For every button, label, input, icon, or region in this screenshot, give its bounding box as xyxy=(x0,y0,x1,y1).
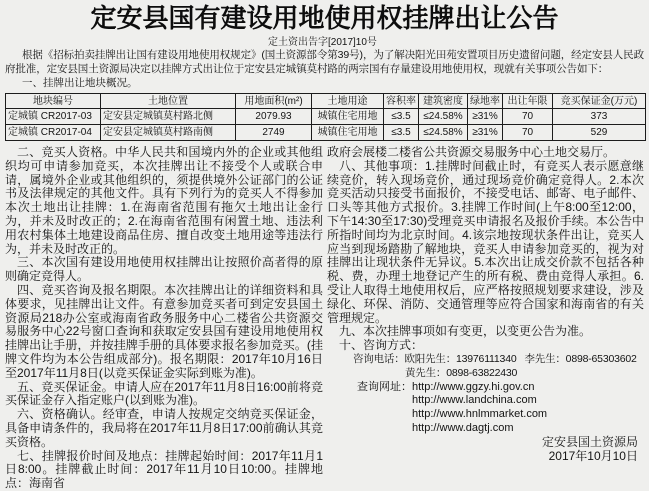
phone-contact: 李先生：0898-65303602 xyxy=(524,352,637,365)
table-row xyxy=(6,125,646,141)
table-cell: 定安县定城镇莫村路北侧 xyxy=(101,109,236,125)
intro-paragraph: 根据《招标拍卖挂牌出让国有建设用地使用权规定》(国土资源部令第39号)，为了解决阳光田苑安置项目历史遗留问题，经定安县人民政府批准，定安县国土资源局决定以挂牌方式出让位于定安县定城镇莫村路的两宗国有存量建设用地使用权，现就有关事项公告如下： xyxy=(5,49,644,75)
announcement-title: 定安县国有建设用地使用权挂牌出让公告 xyxy=(90,3,559,33)
right-column xyxy=(327,146,644,463)
section-8-paragraph: 八、其他事项：1.挂牌时间截止时，有竞买人表示愿意继续竞价，转入现场竞价，通过现场竞价确定竞得人。2.本次竞买活动只接受书面报价，不接受电话、邮寄、电子邮件、口头等其他方式报价。3.挂牌工作时间(上午8:00至12:00，下午14:30至17:30)受理竞买申请报名及报价手续。本公告中所指时间均为北京时间。4.该宗地按现状条件出让，竞买人应当到现场踏勘了解地块，竞买人申请参加竞买的，视为对挂牌出让现状条件无异议。5.本次出让成交价款不包括各种税、费，办理土地登记产生的所有税、费由竞得人承担。6.受让人取得土地使用权后，应严格按照规划要求建设，涉及绿化、环保、消防、交通管理等应符合国家和海南省的有关管理规定。 xyxy=(327,158,644,325)
table-cell: ≤24.58% xyxy=(419,125,468,141)
table-header-cell: 建筑密度 xyxy=(419,94,468,109)
section-7-paragraph: 七、挂牌报价时间及地点：挂牌起始时间：2017年11月1日8:00。挂牌截止时间：2017年11月10日10:00。挂牌地点：海南省 xyxy=(5,448,323,491)
table-header-cell: 土地位置 xyxy=(101,94,236,109)
section-4-paragraph: 四、竞买咨询及报名期限。本次挂牌出让的详细资料和具体要求，见挂牌出让文件。有意参加竞买者可到定安县国土资源局218办公室或海南省政务服务中心二楼省公共资源交易服务中心22号窗口查询和获取定安县国有建设用地使用权挂牌出让手册，并按挂牌手册的具体要求报名参加竞买。(挂牌文件均为本公告组成部分)。报名期限：2017年10月16日至2017年11月8日(以竞买保证金实际到账为准)。 xyxy=(5,282,323,380)
issue-date: 2017年10月10日 xyxy=(548,448,638,463)
section-9-paragraph: 九、本次挂牌事项如有变更，以变更公告为准。 xyxy=(339,324,592,339)
section-2-paragraph: 二、竞买人资格。中华人民共和国境内外的企业或其他组织均可申请参加竞买，本次挂牌出让不接受个人或联合申请，属境外企业或其他组织的，须提供境外公证部门的公证书及法律规定的其他文件。具有下列行为的竞买人不得参加本次土地出让挂牌：1.在海南省范围有拖欠土地出让金行为，并未及时改正的；2.在海南省范围有闲置土地、违法利用农村集体土地建设商品住房、擅自改变土地用途等违法行为，并未及时改正的。 xyxy=(5,145,323,256)
table-cell: 373 xyxy=(553,109,646,125)
section-7-continuation: 政府会展楼二楼省公共资源交易服务中心土地交易厅。 xyxy=(327,145,616,159)
table-cell: 70 xyxy=(503,109,553,125)
table-header-cell: 土地用途 xyxy=(312,94,384,109)
section-1-heading: 一、挂牌出让地块概况。 xyxy=(22,77,138,89)
table-cell: 定安县定城镇莫村路南侧 xyxy=(101,125,236,141)
website-url: http://www.hnlmmarket.com xyxy=(412,408,548,421)
table-cell: ≤24.58% xyxy=(419,109,468,125)
website-url: http://www.ggzy.hi.gov.cn xyxy=(412,380,535,393)
phone-label: 咨询电话： xyxy=(353,352,405,365)
section-6-paragraph: 六、资格确认。经审查，申请人按规定交纳竞买保证金，具备申请条件的，我局将在2017年11月8日17:00前确认其竞买资格。 xyxy=(5,407,323,449)
intro-block xyxy=(5,49,644,76)
table-header-cell: 地块编号 xyxy=(6,94,101,109)
table-header-cell: 出让年限 xyxy=(503,94,553,109)
table-cell: ≤3.5 xyxy=(384,109,419,125)
website-line xyxy=(327,408,644,422)
table-cell: ≥31% xyxy=(468,109,503,125)
issuer-signature: 定安县国土资源局 xyxy=(541,434,638,449)
phone-contact: 欧阳先生：13976111340 xyxy=(404,352,517,365)
document-number: 定土资出告字[2017]10号 xyxy=(268,37,377,48)
left-column xyxy=(5,146,323,491)
website-line xyxy=(327,422,644,436)
table-cell: 城镇住宅用地 xyxy=(312,109,384,125)
website-url: http://www.dagtj.com xyxy=(412,421,514,434)
table-header-cell: 用地面积(m²) xyxy=(236,94,312,109)
table-cell: 70 xyxy=(503,125,553,141)
section-3-paragraph: 三、本次国有建设用地使用权挂牌出让按照价高者得的原则确定竞得人。 xyxy=(5,255,323,284)
table-cell: 2079.93 xyxy=(236,109,312,125)
phone-contact: 黄先生：0898-63822430 xyxy=(405,366,518,379)
table-cell: 定城镇 CR2017-04 xyxy=(6,125,101,141)
section-10-heading: 十、咨询方式： xyxy=(339,338,424,353)
website-line xyxy=(327,394,644,408)
table-row xyxy=(6,109,646,125)
phone-line-2 xyxy=(327,367,644,381)
table-header-cell: 竞买保证金(万元) xyxy=(553,94,646,109)
table-cell: 529 xyxy=(553,125,646,141)
table-header-cell: 绿地率 xyxy=(468,94,503,109)
table-cell: 城镇住宅用地 xyxy=(312,125,384,141)
table-header-cell: 容积率 xyxy=(384,94,419,109)
section-5-paragraph: 五、竞买保证金。申请人应在2017年11月8日16:00前将竞买保证金存入指定账户(以到账为准)。 xyxy=(5,379,323,408)
table-header-row xyxy=(6,94,646,109)
website-url: http://www.landchina.com xyxy=(412,394,537,407)
table-cell: ≥31% xyxy=(468,125,503,141)
table-cell: 2749 xyxy=(236,125,312,141)
phone-line xyxy=(327,353,644,367)
website-label: 查询网址： xyxy=(357,380,412,393)
table-cell: ≤3.5 xyxy=(384,125,419,141)
table-cell: 定城镇 CR2017-03 xyxy=(6,109,101,125)
website-line xyxy=(327,381,644,395)
parcel-table xyxy=(5,93,646,141)
